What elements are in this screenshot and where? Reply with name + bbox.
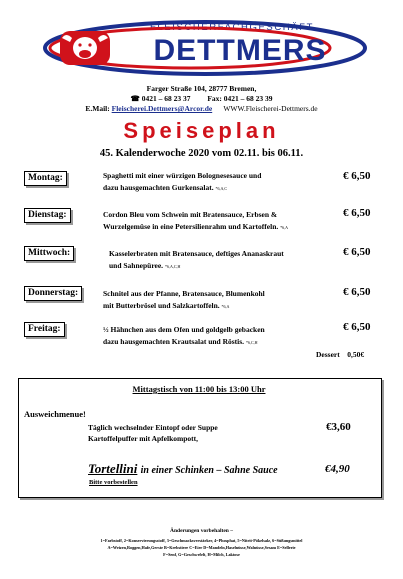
dessert-price: 0,50€ xyxy=(347,350,365,359)
price-wednesday: € 6,50 xyxy=(343,246,371,258)
dish-line: Spaghetti mit einer würzigen Bolognesesauce und xyxy=(103,171,262,180)
allergen-codes: *6,C,H xyxy=(245,340,258,345)
alt-dish-line: Kartoffelpuffer mit Apfelkompott, xyxy=(88,434,199,443)
price-friday: € 6,50 xyxy=(343,321,371,333)
footer-allergens: A=Weizen,Roggen,Hafe,Gerste B=Krebstiere C=Eier D=Mandeln,Haselnüsse,Walnüsse,Sesam E=Sellerie xyxy=(107,545,296,550)
dish-wednesday xyxy=(109,248,359,273)
price-tuesday: € 6,50 xyxy=(343,207,371,219)
dish-line: Kasselerbraten mit Bratensauce, deftiges Ananaskraut xyxy=(109,249,284,258)
preorder-note: Bitte vorbestellen xyxy=(89,479,138,486)
dish-text: dazu hausgemachten Gurkensalat. xyxy=(103,183,214,192)
phone-number: 0421 – 68 23 37 xyxy=(141,94,191,103)
day-label-thursday: Donnerstag: xyxy=(24,286,82,301)
email-link[interactable]: Fleischerei.Dettmers@Arcor.de xyxy=(111,104,213,113)
dish-text: Wurzelgemüse in eine Petersilienrahm und Kartoffeln. xyxy=(103,222,279,231)
special-sauce: in einer Schinken – Sahne Sauce xyxy=(140,465,278,476)
address: Farger Straße 104, 28777 Bremen, xyxy=(146,84,257,93)
email-label: E.Mail: xyxy=(85,104,110,113)
dish-text: dazu hausgemachten Krautsalat und Röstis. xyxy=(103,337,245,346)
dish-tuesday xyxy=(103,209,353,234)
allergen-codes: *6,A xyxy=(221,304,230,309)
price-monday: € 6,50 xyxy=(343,170,371,182)
dessert-line xyxy=(316,350,364,359)
allergen-codes: *6,A,C xyxy=(215,186,228,191)
shop-subtitle: FLEISCHERFACHGESCHÄFT xyxy=(150,22,314,33)
day-label-tuesday: Dienstag: xyxy=(24,208,71,223)
lunch-time: Mittagstisch von 11:00 bis 13:00 Uhr xyxy=(132,384,266,394)
special-price: €4,90 xyxy=(325,463,350,475)
day-label-friday: Freitag: xyxy=(24,322,65,337)
special-name: Tortellini xyxy=(88,461,138,476)
dish-line xyxy=(103,336,353,349)
day-label-monday: Montag: xyxy=(24,171,67,186)
contact-line xyxy=(0,104,403,113)
special-dish xyxy=(88,461,278,477)
phone-icon: ☎ xyxy=(130,94,140,103)
calendar-week: 45. Kalenderwoche 2020 vom 02.11. bis 06.11. xyxy=(99,148,304,159)
footer-additives: 1=Farbstoff, 2=Konservierungsstoff, 3=Geschmacksverstärker, 4=Phosphat, 5=Nitrit-Pökelsalz, 6=Süßungsmittel xyxy=(100,538,303,543)
footer-title: Änderungen vorbehalten – xyxy=(170,528,233,534)
alternative-price: €3,60 xyxy=(326,421,351,433)
dish-line xyxy=(109,260,359,273)
alternative-menu-label: Ausweichmenue! xyxy=(24,409,86,419)
dish-line: Schnitel aus der Pfanne, Bratensauce, Blumenkohl xyxy=(103,289,265,298)
dessert-label: Dessert xyxy=(316,350,340,359)
price-thursday: € 6,50 xyxy=(343,286,371,298)
svg-text:DETTMERS: DETTMERS xyxy=(153,34,327,67)
dish-text: und Sahnepüree. xyxy=(109,261,164,270)
phone-fax-line xyxy=(0,94,403,104)
footer-allergens-2: F=Senf, G=Geschwefelt, H=Milch, Laktose xyxy=(163,552,240,557)
dish-line: Cordon Bleu vom Schwein mit Bratensauce, Erbsen & xyxy=(103,210,278,219)
dish-line: ½ Hähnchen aus dem Ofen und goldgelb gebacken xyxy=(103,325,265,334)
dish-line xyxy=(103,182,353,195)
allergen-codes: *6,A,C,H xyxy=(164,264,181,269)
allergen-codes: *6,A xyxy=(280,225,289,230)
menu-title: Speiseplan xyxy=(123,118,280,143)
website: WWW.Fleischerei-Dettmers.de xyxy=(223,104,318,113)
dish-friday xyxy=(103,324,353,349)
dish-line xyxy=(103,221,353,234)
address-block xyxy=(0,84,403,104)
dettmers-logo xyxy=(40,18,370,80)
alt-dish-line: Täglich wechselnder Eintopf oder Suppe xyxy=(88,423,218,432)
day-label-wednesday: Mittwoch: xyxy=(24,246,74,261)
dish-text: mit Butterbrösel und Salzkartoffeln. xyxy=(103,301,220,310)
alternative-dish xyxy=(88,422,218,444)
dish-monday xyxy=(103,170,353,195)
fax-number: Fax: 0421 – 68 23 39 xyxy=(207,94,273,103)
dish-line xyxy=(103,300,353,313)
dish-thursday xyxy=(103,288,353,313)
